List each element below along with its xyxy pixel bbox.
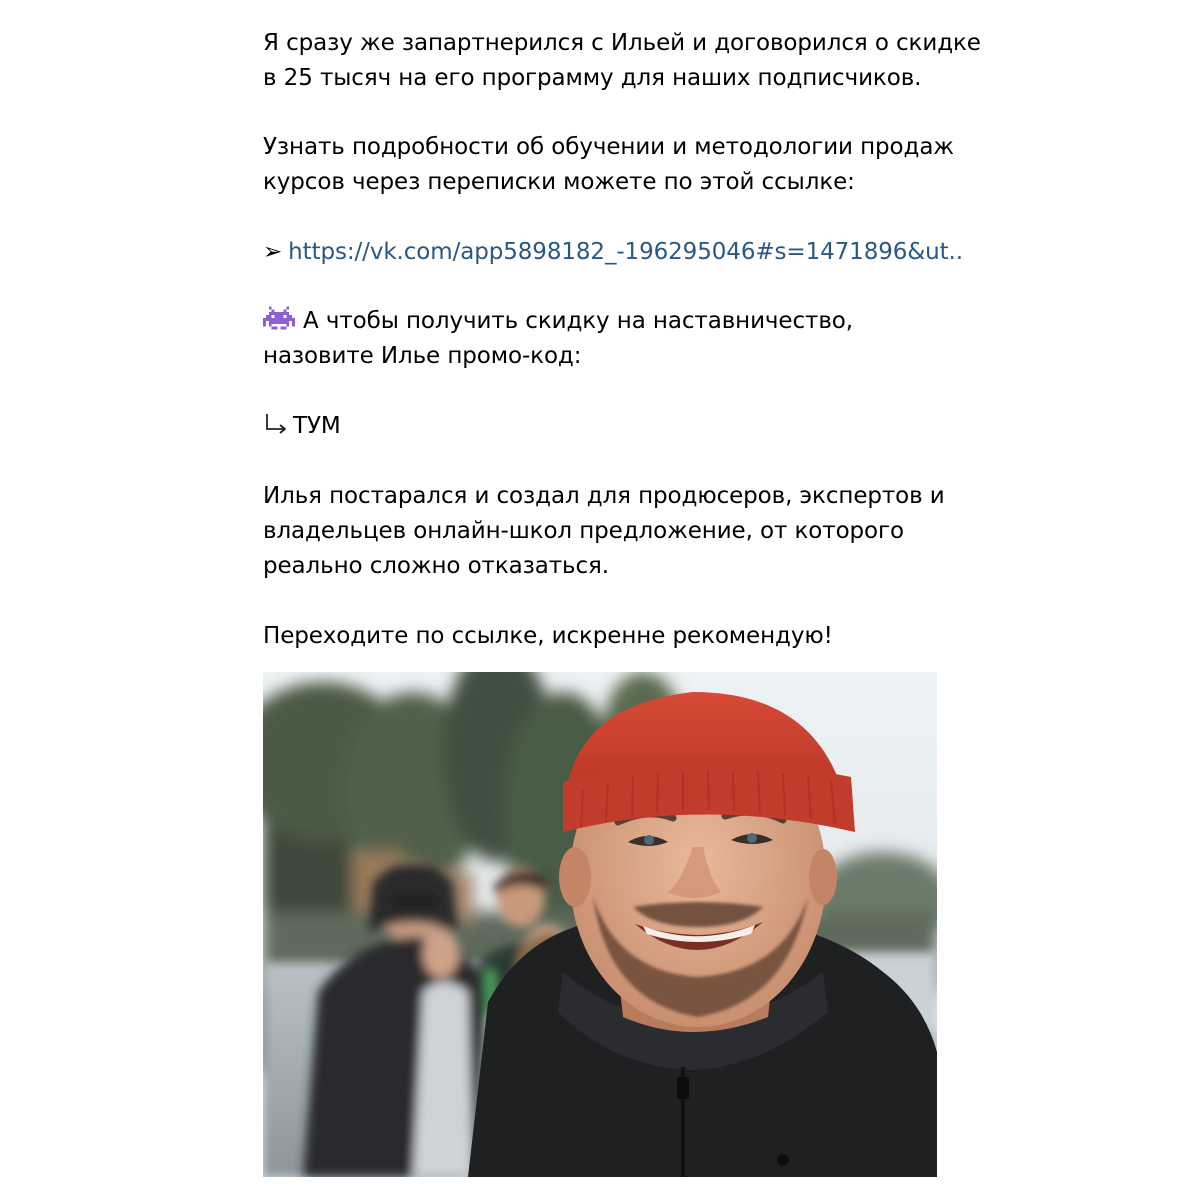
corner-down-right-arrow-icon <box>263 411 289 437</box>
paragraph-details: Узнать подробности об обучении и методологии продаж курсов через переписки можете по этой ссылке: <box>263 134 954 195</box>
arrow-icon: ➢ <box>263 239 283 265</box>
paragraph-promo-intro: А чтобы получить скидку на наставничество, назовите Илье промо-код: <box>263 304 853 374</box>
post-photo[interactable] <box>263 672 937 1177</box>
paragraph-partnership: Я сразу же запартнерился с Ильей и договорился о скидке в 25 тысяч на его программу для наших подписчиков. <box>263 30 981 91</box>
paragraph-offer: Илья постарался и создал для продюсеров, экспертов и владельцев онлайн-школ предложение, от которого реально сложно отказаться. <box>263 483 945 579</box>
space-invader-icon <box>263 304 295 332</box>
paragraph-link <box>263 235 963 270</box>
program-link[interactable]: https://vk.com/app5898182_-196295046#s=1471896&ut.. <box>288 239 963 265</box>
promo-code-line <box>263 409 341 444</box>
promo-code: ТУМ <box>293 413 341 439</box>
selfie-illustration <box>263 672 937 1177</box>
paragraph-recommend: Переходите по ссылке, искренне рекомендую! <box>263 623 833 649</box>
